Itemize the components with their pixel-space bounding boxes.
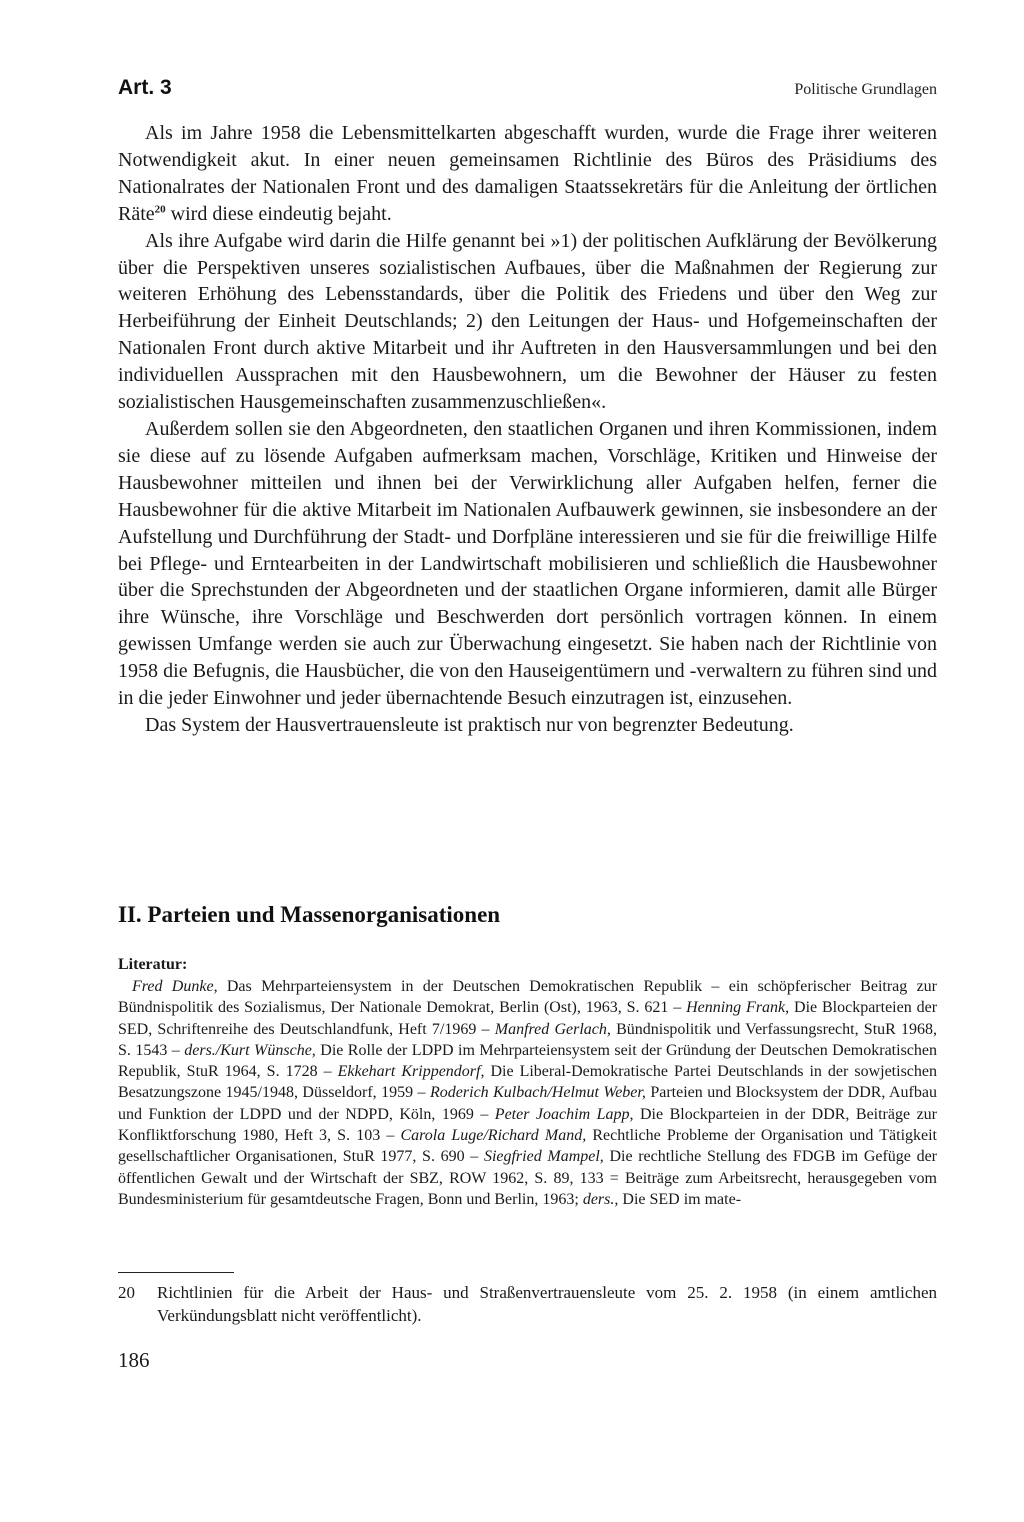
literature-entry: Die Blockparteien in der DDR, Beiträge zur Konfliktforschung 1980, Heft 3, S. 103 –	[118, 1105, 938, 1145]
literature-label: Literatur:	[118, 956, 188, 973]
footnote-text: Richtlinien für die Arbeit der Haus- und Straßenvertrauensleute vom 25. 2. 1958 (in einem amtlichen Verkündungsblatt nicht veröffentlicht).	[157, 1283, 937, 1325]
paragraph-text: wird diese eindeutig bejaht.	[165, 202, 392, 225]
section-heading-block	[118, 900, 937, 930]
section-title: Politische Grundlagen	[794, 81, 937, 98]
footnote-reference[interactable]: 20	[154, 203, 166, 216]
literature-author: Fred Dunke,	[132, 978, 218, 995]
article-label: Art. 3	[118, 76, 172, 99]
literature-author: Siegfried Mampel,	[483, 1148, 604, 1166]
literature-author: Ekkehart Krippendorf,	[337, 1063, 485, 1081]
literature-entry: Das Mehrparteiensystem in der Deutschen Demokratischen Republik – ein schöpferischer Beitrag zur Bündnispolitik des Sozialismus, Der Nationale Demokrat, Berlin (Ost), 1963, S. 621 –	[118, 978, 938, 1017]
literature-author: Roderich Kulbach/Helmut Weber,	[430, 1084, 646, 1102]
body-text	[118, 120, 937, 739]
literature-entry: Rechtliche Probleme der Organisation und Tätigkeit gesellschaftlicher Organisationen, StuR 1977, S. 690 –	[118, 1127, 938, 1166]
section-heading: II. Parteien und Massenorganisationen	[118, 902, 501, 927]
literature-author: Manfred Gerlach,	[494, 1020, 611, 1038]
literature-entry: Die Liberal-Demokratische Partei Deutschlands in der sowjetischen Besatzungszone 1945/1948, Düsseldorf, 1959 –	[118, 1063, 937, 1102]
literature-author: Henning Frank,	[686, 999, 790, 1017]
paragraph-text: Als im Jahre 1958 die Lebensmittelkarten abgeschafft wurden, wurde die Frage ihrer weiteren Notwendigkeit akut. In einer neuen gemeinsamen Richtlinie des Büros des Präsidiums des Nationalrates der Nationalen Front und des damaligen Staatssekretärs für die Anleitung der örtlichen Räte	[118, 122, 937, 225]
paragraph: Das System der Hausvertrauensleute ist praktisch nur von begrenzter Bedeutung.	[145, 713, 794, 736]
literature-entry: Die Rolle der LDPD im Mehrparteiensystem seit der Gründung der Deutschen Demokratischen Republik, StuR 1964, S. 1728 –	[118, 1041, 938, 1081]
literature-author: Peter Joachim Lapp,	[494, 1105, 634, 1123]
literature-entry: Die SED im mate-	[618, 1190, 742, 1208]
paragraph: Außerdem sollen sie den Abgeordneten, den staatlichen Organen und ihren Kommissionen, indem sie diese auf zu lösende Aufgaben aufmerksam machen, Vorschläge, Kritiken und Hinweise der Hausbewohner mitteilen und ihnen bei der Verwirklichung aller Aufgaben helfen, ferner die Hausbewohner für die aktive Mitarbeit im Nationalen Aufbauwerk gewinnen, sie insbesondere an der Aufstellung und Durchführung der Stadt- und Dorfpläne interessieren und sie für die freiwillige Hilfe bei Pflege- und Erntearbeiten in der Landwirtschaft mobilisieren und schließlich die Hausbewohner über die Sprechstunden der Abgeordneten und der staatlichen Organe informieren, damit alle Bürger ihre Wünsche, ihre Vorschläge und Beschwerden dort persönlich vortragen können. In einem gewissen Umfange werden sie auch zur Überwachung eingesetzt. Sie haben nach der Richtlinie von 1958 die Befugnis, die Hausbücher, die von den Hauseigentümern und -verwaltern zu führen sind und in die jeder Einwohner und jeder übernachtende Besuch einzutragen ist, einzusehen.	[118, 417, 937, 710]
footnote	[118, 1282, 937, 1327]
literature-entry: Die Blockparteien der SED, Schriftenreihe des Deutschlandfunk, Heft 7/1969 –	[118, 999, 938, 1038]
literature-author: ders.,	[582, 1190, 619, 1208]
paragraph: Als ihre Aufgabe wird darin die Hilfe genannt bei »1) der politischen Aufklärung der Bevölkerung über die Perspektiven unseres sozialistischen Aufbaues, über die Maßnahmen der Regierung zur weiteren Erhöhung des Lebensstandards, über die Politik des Friedens und über den Weg zur Herbeiführung der Einheit Deutschlands; 2) den Leitungen der Haus- und Hofgemeinschaften der Nationalen Front durch aktive Mitarbeit und ihr Auftreten in den Hausversammlungen und bei den individuellen Aussprachen mit den Hausbewohnern, um die Bewohner der Häuser zu festen sozialistischen Hausgemeinschaften zusammenzuschließen«.	[118, 229, 937, 414]
page-number: 186	[118, 1348, 150, 1372]
literature-author: ders./Kurt Wünsche,	[184, 1041, 316, 1059]
literature-block	[118, 954, 937, 1210]
footnote-divider	[118, 1272, 234, 1273]
literature-entry: Bündnispolitik und Verfassungsrecht, StuR 1968, S. 1543 –	[118, 1020, 938, 1059]
literature-entry: Parteien und Blocksystem der DDR, Aufbau und Funktion der LDPD und der NDPD, Köln, 1969 –	[118, 1084, 937, 1123]
literature-entry: Die rechtliche Stellung des FDGB im Gefüge der öffentlichen Gewalt und der Wirtschaft der SBZ, ROW 1962, S. 89, 133 = Beiträge zum Arbeitsrecht, herausgegeben vom Bundesministerium für gesamtdeutsche Fragen, Bonn und Berlin, 1963;	[118, 1148, 937, 1208]
paragraph	[118, 120, 937, 228]
running-head	[118, 74, 937, 106]
literature-author: Carola Luge/Richard Mand,	[400, 1127, 587, 1145]
footnote-number: 20	[118, 1283, 135, 1302]
literature-list	[118, 976, 937, 1210]
